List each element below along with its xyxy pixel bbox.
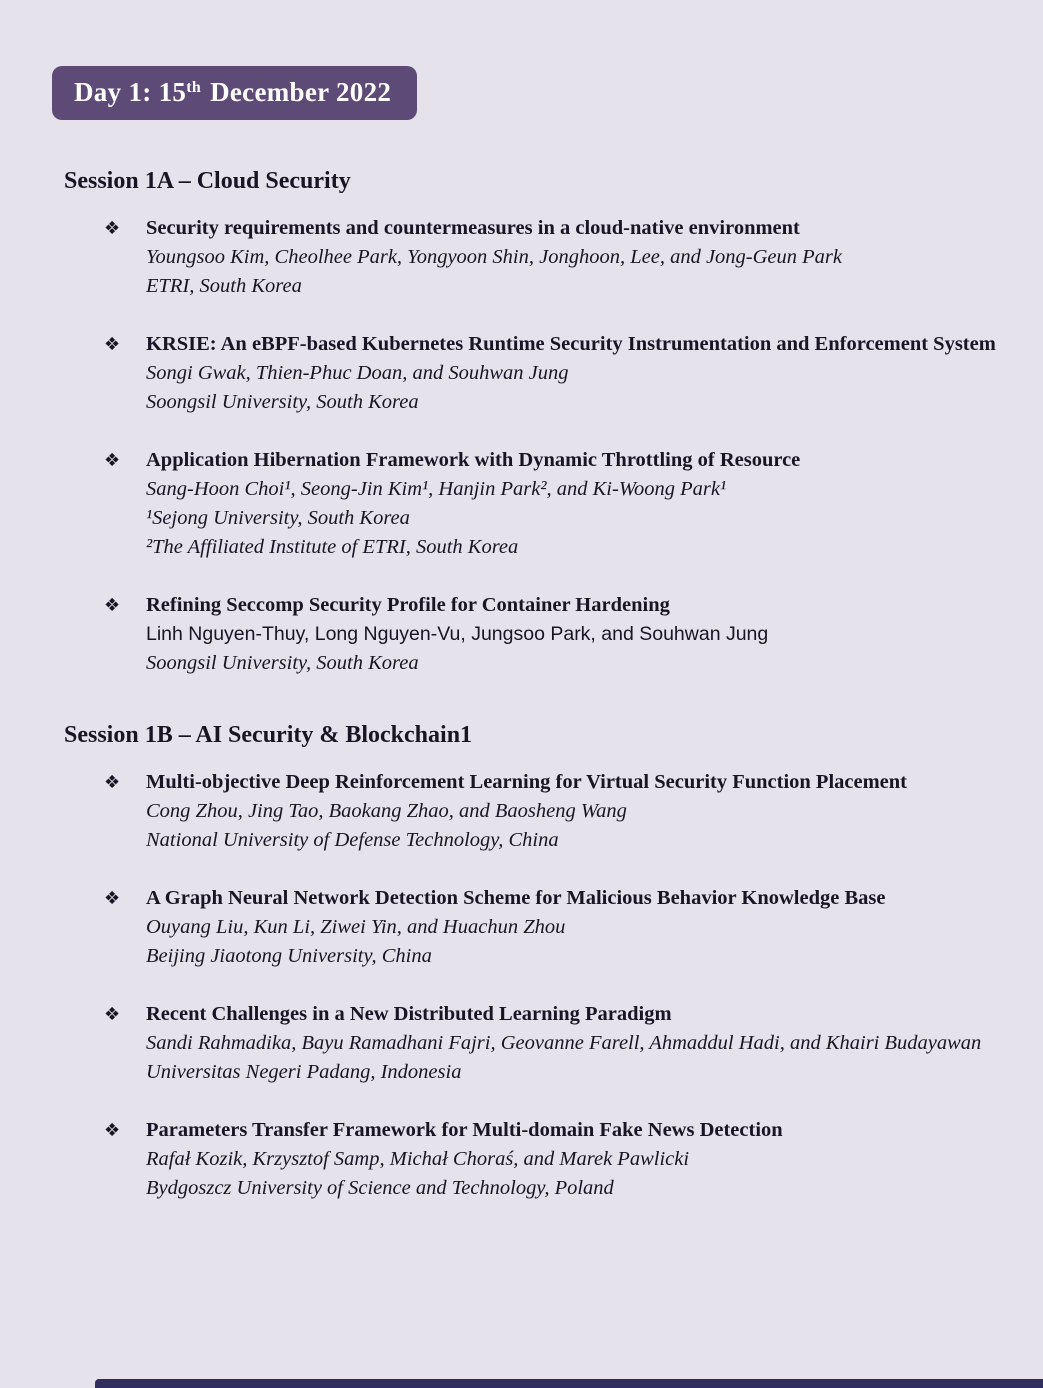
- diamond-bullet-icon: ❖: [104, 595, 121, 617]
- paper-authors: Sandi Rahmadika, Bayu Ramadhani Fajri, Geovanne Farell, Ahmaddul Hadi, and Khairi Budayawan: [146, 1032, 982, 1055]
- paper-affiliation: Soongsil University, South Korea: [146, 652, 419, 675]
- session-block: [0, 164, 1043, 678]
- day-badge-date: December 2022: [203, 77, 392, 107]
- paper-affiliation: ²The Affiliated Institute of ETRI, South Korea: [146, 536, 519, 559]
- day-badge-text: Day 1: 15: [74, 77, 187, 107]
- paper-body: [146, 1000, 1010, 1087]
- paper-affiliations: [146, 1174, 1010, 1203]
- paper-affiliation: National University of Defense Technology, China: [146, 829, 559, 852]
- diamond-bullet-icon: ❖: [104, 888, 121, 910]
- day-badge: [52, 66, 417, 120]
- paper-authors: Linh Nguyen-Thuy, Long Nguyen-Vu, Jungsoo Park, and Souhwan Jung: [146, 623, 769, 646]
- paper-title: A Graph Neural Network Detection Scheme for Malicious Behavior Knowledge Base: [146, 887, 886, 910]
- paper-authors: Cong Zhou, Jing Tao, Baokang Zhao, and Baosheng Wang: [146, 800, 627, 823]
- paper-affiliations: [146, 649, 1010, 678]
- paper-entry: [104, 330, 1010, 417]
- diamond-bullet-icon: ❖: [104, 218, 121, 240]
- paper-affiliations: [146, 504, 1010, 562]
- session-title: Session 1A – Cloud Security: [64, 168, 351, 195]
- paper-body: [146, 1116, 1010, 1203]
- paper-entry: [104, 768, 1010, 855]
- diamond-bullet-icon: ❖: [104, 334, 121, 356]
- paper-title: Recent Challenges in a New Distributed Learning Paradigm: [146, 1003, 672, 1026]
- session-title: Session 1B – AI Security & Blockchain1: [64, 722, 473, 749]
- paper-body: [146, 330, 1010, 417]
- day-badge-ordinal: th: [186, 79, 202, 96]
- paper-entry: [104, 446, 1010, 562]
- paper-title: Refining Seccomp Security Profile for Container Hardening: [146, 594, 670, 617]
- paper-body: [146, 591, 1010, 678]
- paper-entry: [104, 884, 1010, 971]
- paper-affiliations: [146, 826, 1010, 855]
- session-block: [0, 718, 1043, 1203]
- paper-body: [146, 884, 1010, 971]
- paper-entry: [104, 214, 1010, 301]
- paper-body: [146, 446, 1010, 562]
- paper-affiliation: Universitas Negeri Padang, Indonesia: [146, 1061, 462, 1084]
- paper-affiliation: Beijing Jiaotong University, China: [146, 945, 432, 968]
- paper-list: [104, 214, 1043, 678]
- paper-list: [104, 768, 1043, 1203]
- paper-authors: Songi Gwak, Thien-Phuc Doan, and Souhwan Jung: [146, 362, 569, 385]
- diamond-bullet-icon: ❖: [104, 1120, 121, 1142]
- diamond-bullet-icon: ❖: [104, 450, 121, 472]
- session-list: [0, 164, 1043, 1203]
- paper-affiliations: [146, 388, 1010, 417]
- paper-authors: Ouyang Liu, Kun Li, Ziwei Yin, and Huachun Zhou: [146, 916, 566, 939]
- paper-affiliations: [146, 1058, 1010, 1087]
- paper-affiliation: Soongsil University, South Korea: [146, 391, 419, 414]
- paper-title: Parameters Transfer Framework for Multi-domain Fake News Detection: [146, 1119, 783, 1142]
- paper-title: Multi-objective Deep Reinforcement Learning for Virtual Security Function Placement: [146, 771, 908, 794]
- paper-title: Security requirements and countermeasures in a cloud-native environment: [146, 217, 800, 240]
- paper-body: [146, 768, 1010, 855]
- cutoff-element-top-edge: [95, 1379, 1043, 1388]
- paper-title: Application Hibernation Framework with Dynamic Throttling of Resource: [146, 449, 801, 472]
- paper-authors: Sang-Hoon Choi¹, Seong-Jin Kim¹, Hanjin Park², and Ki-Woong Park¹: [146, 478, 727, 501]
- paper-authors: Youngsoo Kim, Cheolhee Park, Yongyoon Shin, Jonghoon, Lee, and Jong-Geun Park: [146, 246, 842, 269]
- paper-affiliation: ETRI, South Korea: [146, 275, 302, 298]
- paper-entry: [104, 1116, 1010, 1203]
- diamond-bullet-icon: ❖: [104, 772, 121, 794]
- paper-authors: Rafał Kozik, Krzysztof Samp, Michał Choraś, and Marek Pawlicki: [146, 1148, 690, 1171]
- paper-affiliations: [146, 272, 1010, 301]
- paper-title: KRSIE: An eBPF-based Kubernetes Runtime Security Instrumentation and Enforcement System: [146, 333, 996, 356]
- paper-entry: [104, 591, 1010, 678]
- paper-affiliation: ¹Sejong University, South Korea: [146, 507, 410, 530]
- paper-affiliation: Bydgoszcz University of Science and Technology, Poland: [146, 1177, 614, 1200]
- diamond-bullet-icon: ❖: [104, 1004, 121, 1026]
- paper-entry: [104, 1000, 1010, 1087]
- paper-affiliations: [146, 942, 1010, 971]
- paper-body: [146, 214, 1010, 301]
